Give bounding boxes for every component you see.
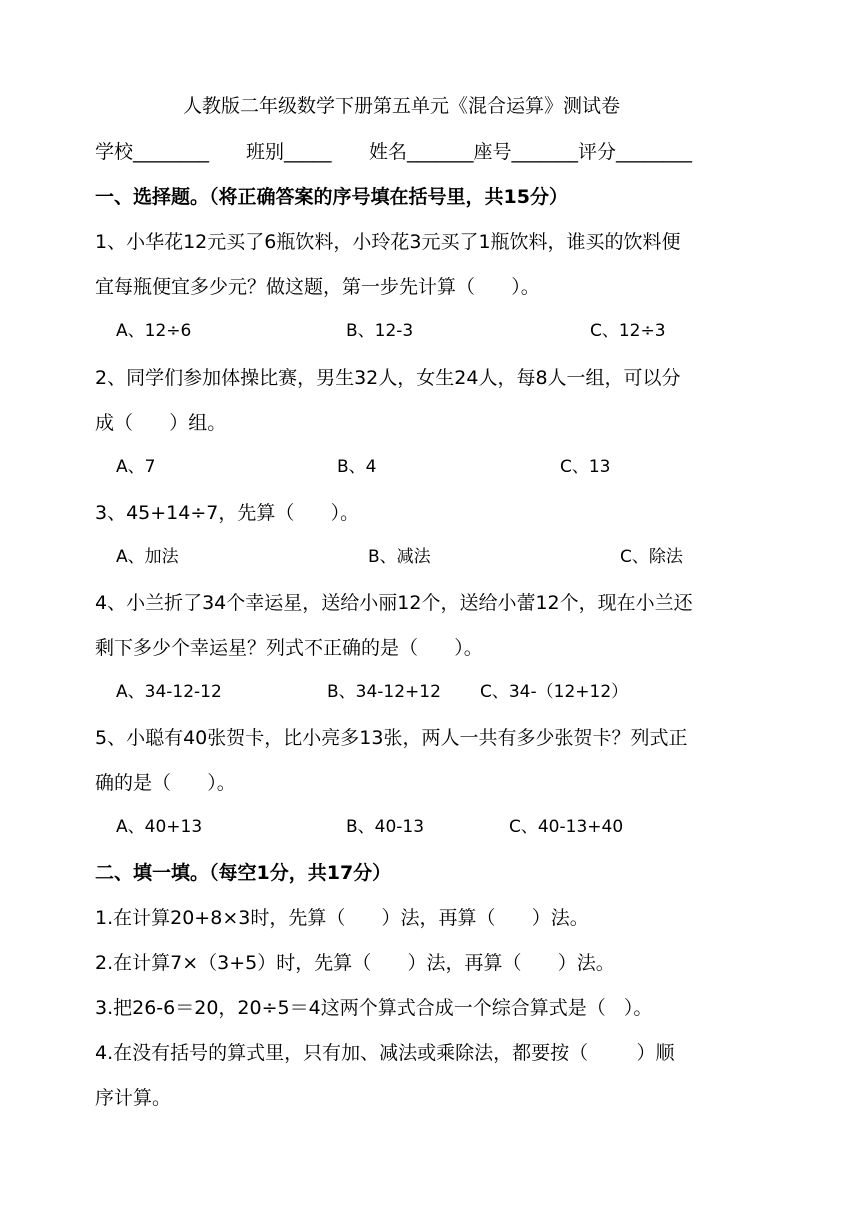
- question-3-option-c: C、除法: [620, 547, 683, 567]
- question-1-option-b: B、12-3: [346, 321, 414, 341]
- question-2-option-b: B、4: [337, 457, 377, 477]
- question-3-option-a: A、加法: [116, 547, 179, 567]
- name-seat-score-fields: 姓名_______座号_______评分________: [369, 141, 693, 163]
- question-2-option-a: A、7: [116, 457, 156, 477]
- question-4-line-2: 剩下多少个幸运星？列式不正确的是（ ）。: [95, 637, 483, 659]
- fill-question-1: 1.在计算20+8×3时，先算（ ）法，再算（ ）法。: [95, 907, 589, 929]
- fill-question-2: 2.在计算7×（3+5）时，先算（ ）法，再算（ ）法。: [95, 952, 615, 974]
- question-5-option-a: A、40+13: [116, 817, 203, 837]
- question-3-option-b: B、减法: [368, 547, 431, 567]
- fill-question-3: 3.把26-6＝20，20÷5＝4这两个算式合成一个综合算式是（ ）。: [95, 997, 653, 1019]
- page-title: 人教版二年级数学下册第五单元《混合运算》测试卷: [183, 95, 621, 117]
- question-4-option-a: A、34-12-12: [116, 682, 222, 702]
- question-5-option-c: C、40-13+40: [509, 817, 624, 837]
- question-2-line-1: 2、同学们参加体操比赛，男生32人，女生24人，每8人一组，可以分: [95, 367, 681, 389]
- question-5-option-b: B、40-13: [346, 817, 425, 837]
- question-3-line-1: 3、45+14÷7，先算（ ）。: [95, 502, 360, 524]
- question-5-line-1: 5、小聪有40张贺卡，比小亮多13张，两人一共有多少张贺卡？列式正: [95, 727, 688, 749]
- question-1-line-2: 宜每瓶便宜多少元？做这题，第一步先计算（ ）。: [95, 276, 540, 298]
- section-2-heading: 二、填一填。（每空1分，共17分）: [95, 862, 392, 884]
- school-field: 学校________: [95, 141, 210, 163]
- question-2-line-2: 成（ ）组。: [95, 412, 227, 434]
- fill-question-4-line-2: 序计算。: [95, 1087, 172, 1109]
- question-1-option-c: C、12÷3: [590, 321, 666, 341]
- fill-question-4-line-1: 4.在没有括号的算式里，只有加、减法或乘除法，都要按（ ）顺: [95, 1042, 675, 1064]
- question-5-line-2: 确的是（ ）。: [95, 772, 236, 794]
- section-1-heading: 一、选择题。（将正确答案的序号填在括号里，共15分）: [95, 186, 568, 208]
- question-2-option-c: C、13: [560, 457, 611, 477]
- question-1-line-1: 1、小华花12元买了6瓶饮料，小玲花3元买了1瓶饮料，谁买的饮料便: [95, 231, 681, 253]
- question-1-option-a: A、12÷6: [116, 321, 192, 341]
- question-4-option-c: C、34-（12+12）: [480, 682, 629, 702]
- question-4-option-b: B、34-12+12: [327, 682, 441, 702]
- class-field: 班别_____: [246, 141, 332, 163]
- question-4-line-1: 4、小兰折了34个幸运星，送给小丽12个，送给小蕾12个，现在小兰还: [95, 592, 693, 614]
